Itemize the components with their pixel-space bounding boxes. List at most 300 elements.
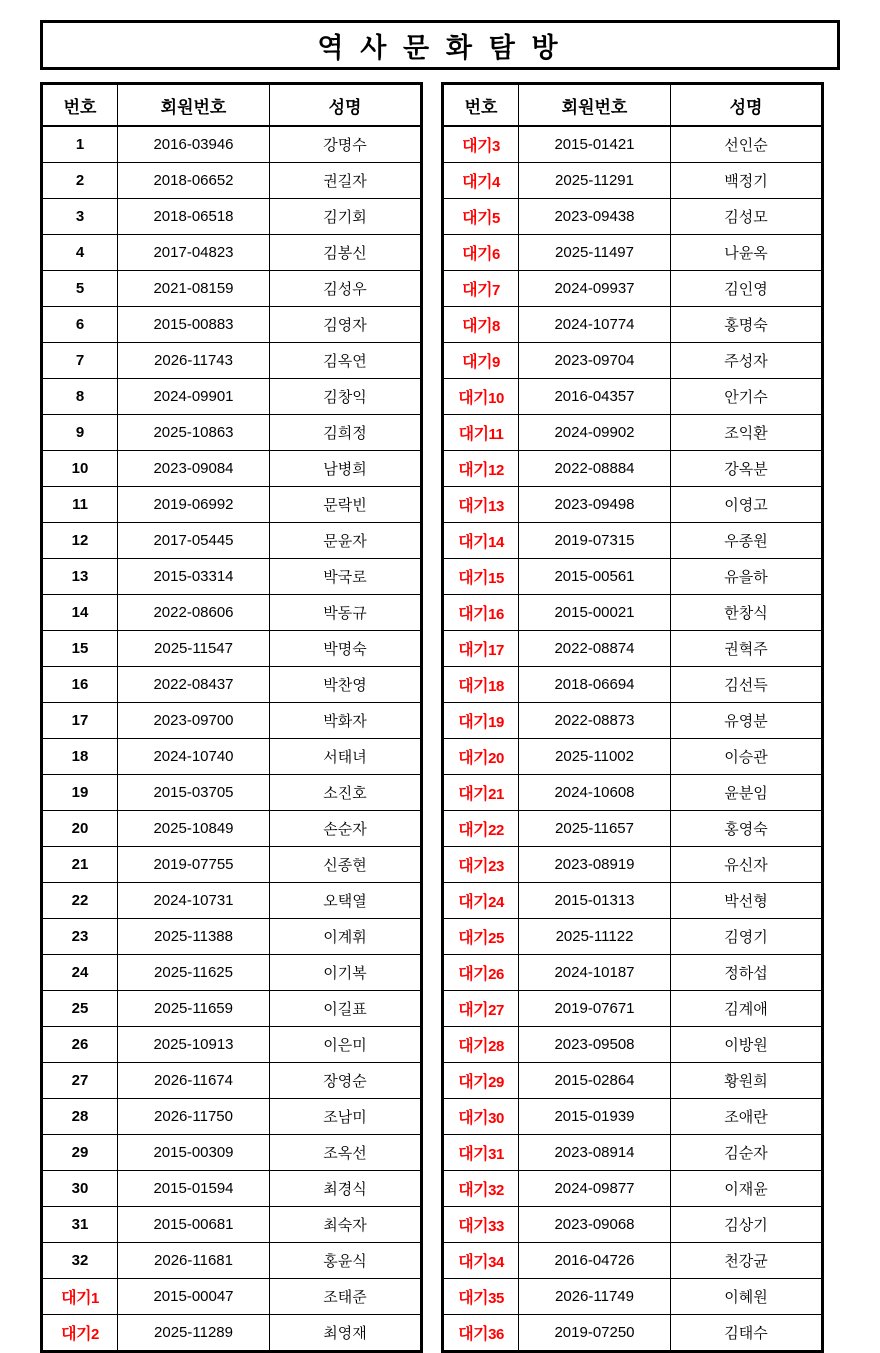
table-row [42, 847, 422, 883]
row-member-name: 김계애 [671, 991, 823, 1027]
table-row [443, 1027, 823, 1063]
row-member-id: 2015-01421 [519, 126, 671, 163]
row-member-name: 최숙자 [270, 1207, 422, 1243]
table-row [42, 955, 422, 991]
waitlist-number: 16 [488, 606, 504, 623]
row-waitlist-number [443, 271, 519, 307]
table-row [42, 631, 422, 667]
row-member-name: 이방원 [671, 1027, 823, 1063]
row-waitlist-number [443, 235, 519, 271]
waitlist-label: 대기 [458, 534, 489, 551]
waitlist-number: 9 [492, 354, 500, 371]
table-row [42, 1279, 422, 1315]
row-member-name: 이기복 [270, 955, 422, 991]
row-waitlist-number [443, 199, 519, 235]
row-number: 28 [42, 1099, 118, 1135]
waitlist-number: 8 [492, 318, 500, 335]
table-row [443, 1243, 823, 1279]
row-member-name: 천강균 [671, 1243, 823, 1279]
row-member-id: 2018-06652 [118, 163, 270, 199]
waitlist-number: 20 [488, 750, 504, 767]
row-member-name: 조익환 [671, 415, 823, 451]
table-row [443, 595, 823, 631]
roster-table-left [40, 82, 423, 1353]
row-member-name: 유을하 [671, 559, 823, 595]
row-member-name: 박화자 [270, 703, 422, 739]
row-member-id: 2024-10608 [519, 775, 671, 811]
row-member-name: 조애란 [671, 1099, 823, 1135]
waitlist-label: 대기 [458, 642, 489, 659]
row-member-name: 홍명숙 [671, 307, 823, 343]
row-number: 19 [42, 775, 118, 811]
table-row [443, 775, 823, 811]
row-number: 17 [42, 703, 118, 739]
row-member-id: 2015-00681 [118, 1207, 270, 1243]
row-number: 1 [42, 126, 118, 163]
waitlist-number: 35 [488, 1290, 504, 1307]
row-member-id: 2016-04357 [519, 379, 671, 415]
waitlist-label: 대기 [458, 1074, 489, 1091]
row-member-id: 2024-10187 [519, 955, 671, 991]
row-member-name: 이길표 [270, 991, 422, 1027]
row-waitlist-number [443, 775, 519, 811]
row-number: 16 [42, 667, 118, 703]
waitlist-label: 대기 [462, 246, 493, 263]
waitlist-number: 13 [488, 498, 504, 515]
waitlist-label: 대기 [462, 210, 493, 227]
waitlist-label: 대기 [458, 930, 489, 947]
row-number: 29 [42, 1135, 118, 1171]
row-waitlist-number [443, 1279, 519, 1315]
waitlist-label: 대기 [462, 138, 493, 155]
waitlist-number: 34 [488, 1254, 504, 1271]
row-waitlist-number [443, 523, 519, 559]
row-waitlist-number [443, 991, 519, 1027]
table-row [42, 271, 422, 307]
row-number: 10 [42, 451, 118, 487]
row-member-name: 백정기 [671, 163, 823, 199]
row-member-id: 2026-11749 [519, 1279, 671, 1315]
row-member-id: 2026-11674 [118, 1063, 270, 1099]
waitlist-number: 28 [488, 1038, 504, 1055]
row-member-id: 2025-11625 [118, 955, 270, 991]
table-row [443, 883, 823, 919]
table-row [443, 343, 823, 379]
row-member-id: 2016-03946 [118, 126, 270, 163]
table-row [443, 1063, 823, 1099]
table-row [42, 703, 422, 739]
row-number: 18 [42, 739, 118, 775]
table-row [443, 163, 823, 199]
row-member-name: 권길자 [270, 163, 422, 199]
table-row [443, 379, 823, 415]
waitlist-label: 대기 [458, 1290, 489, 1307]
row-number: 30 [42, 1171, 118, 1207]
row-member-id: 2023-08914 [519, 1135, 671, 1171]
waitlist-label: 대기 [458, 570, 489, 587]
column-header-member-id: 회원번호 [118, 84, 270, 127]
waitlist-number: 15 [488, 570, 504, 587]
row-waitlist-number [443, 739, 519, 775]
row-number: 23 [42, 919, 118, 955]
table-row [443, 559, 823, 595]
waitlist-label: 대기 [458, 1110, 489, 1127]
roster-body-left [42, 126, 422, 1352]
row-number: 2 [42, 163, 118, 199]
document-title-box [40, 20, 840, 70]
row-waitlist-number [443, 1063, 519, 1099]
row-member-id: 2022-08884 [519, 451, 671, 487]
row-member-id: 2015-00047 [118, 1279, 270, 1315]
table-row [443, 1171, 823, 1207]
table-row [42, 1207, 422, 1243]
row-waitlist-number [443, 955, 519, 991]
table-row [42, 126, 422, 163]
table-row [42, 775, 422, 811]
row-member-name: 문락빈 [270, 487, 422, 523]
waitlist-label: 대기 [458, 786, 489, 803]
row-member-id: 2022-08874 [519, 631, 671, 667]
row-waitlist-number [443, 343, 519, 379]
waitlist-label: 대기 [458, 390, 489, 407]
row-member-name: 이은미 [270, 1027, 422, 1063]
table-row [443, 1279, 823, 1315]
row-member-name: 이혜원 [671, 1279, 823, 1315]
row-member-name: 김선득 [671, 667, 823, 703]
waitlist-number: 23 [488, 858, 504, 875]
table-row [443, 1207, 823, 1243]
row-member-name: 김인영 [671, 271, 823, 307]
row-member-id: 2024-09901 [118, 379, 270, 415]
row-member-id: 2022-08437 [118, 667, 270, 703]
table-row [42, 811, 422, 847]
column-header-name: 성명 [270, 84, 422, 127]
table-row [42, 1243, 422, 1279]
row-number: 26 [42, 1027, 118, 1063]
table-row [443, 199, 823, 235]
row-member-name: 조남미 [270, 1099, 422, 1135]
row-member-name: 김영기 [671, 919, 823, 955]
row-member-name: 이영고 [671, 487, 823, 523]
row-waitlist-number [443, 1099, 519, 1135]
roster-table-right [441, 82, 824, 1353]
row-member-name: 조태준 [270, 1279, 422, 1315]
row-member-id: 2019-07755 [118, 847, 270, 883]
row-number: 4 [42, 235, 118, 271]
waitlist-number: 18 [488, 678, 504, 695]
row-member-id: 2023-09704 [519, 343, 671, 379]
row-waitlist-number [443, 487, 519, 523]
row-member-name: 이계휘 [270, 919, 422, 955]
waitlist-number: 24 [488, 894, 504, 911]
row-number: 22 [42, 883, 118, 919]
waitlist-label: 대기 [458, 1182, 489, 1199]
row-member-id: 2015-03314 [118, 559, 270, 595]
row-number: 14 [42, 595, 118, 631]
row-member-id: 2025-11291 [519, 163, 671, 199]
row-waitlist-number [443, 703, 519, 739]
row-waitlist-number [443, 883, 519, 919]
waitlist-number: 33 [488, 1218, 504, 1235]
table-row [443, 847, 823, 883]
row-number: 13 [42, 559, 118, 595]
waitlist-number: 7 [492, 282, 500, 299]
column-header-name: 성명 [671, 84, 823, 127]
row-member-name: 박국로 [270, 559, 422, 595]
row-member-id: 2024-09877 [519, 1171, 671, 1207]
row-member-id: 2026-11750 [118, 1099, 270, 1135]
waitlist-label: 대기 [458, 822, 489, 839]
row-member-name: 권혁주 [671, 631, 823, 667]
table-row [443, 235, 823, 271]
table-row [443, 667, 823, 703]
waitlist-label: 대기 [458, 678, 489, 695]
row-member-id: 2025-10913 [118, 1027, 270, 1063]
row-member-name: 유신자 [671, 847, 823, 883]
row-member-id: 2025-10849 [118, 811, 270, 847]
row-member-id: 2021-08159 [118, 271, 270, 307]
waitlist-number: 22 [488, 822, 504, 839]
row-waitlist-number [443, 559, 519, 595]
row-member-name: 이재윤 [671, 1171, 823, 1207]
row-member-id: 2017-04823 [118, 235, 270, 271]
row-waitlist-number [443, 1207, 519, 1243]
table-row [42, 595, 422, 631]
table-row [42, 163, 422, 199]
row-waitlist-number [42, 1279, 118, 1315]
table-row [42, 1135, 422, 1171]
row-member-id: 2025-11497 [519, 235, 671, 271]
table-row [443, 919, 823, 955]
row-member-id: 2026-11743 [118, 343, 270, 379]
row-member-id: 2025-11547 [118, 631, 270, 667]
row-member-name: 김기회 [270, 199, 422, 235]
row-waitlist-number [443, 1171, 519, 1207]
row-number: 32 [42, 1243, 118, 1279]
row-number: 3 [42, 199, 118, 235]
table-row [42, 199, 422, 235]
table-row [443, 415, 823, 451]
waitlist-number: 26 [488, 966, 504, 983]
row-number: 6 [42, 307, 118, 343]
row-member-name: 박동규 [270, 595, 422, 631]
row-member-id: 2026-11681 [118, 1243, 270, 1279]
row-member-id: 2015-00309 [118, 1135, 270, 1171]
row-member-id: 2019-07315 [519, 523, 671, 559]
row-member-name: 신종현 [270, 847, 422, 883]
row-member-name: 손순자 [270, 811, 422, 847]
row-member-id: 2023-09068 [519, 1207, 671, 1243]
waitlist-label: 대기 [458, 1038, 489, 1055]
table-row [443, 739, 823, 775]
waitlist-number: 29 [488, 1074, 504, 1091]
row-member-name: 한창식 [671, 595, 823, 631]
table-row [42, 883, 422, 919]
waitlist-number: 27 [488, 1002, 504, 1019]
row-waitlist-number [443, 919, 519, 955]
table-row [443, 811, 823, 847]
waitlist-number: 25 [488, 930, 504, 947]
row-number: 15 [42, 631, 118, 667]
row-member-id: 2017-05445 [118, 523, 270, 559]
table-row [443, 487, 823, 523]
waitlist-number: 17 [488, 642, 504, 659]
table-row [443, 955, 823, 991]
waitlist-number: 30 [488, 1110, 504, 1127]
row-member-id: 2022-08873 [519, 703, 671, 739]
row-waitlist-number [443, 451, 519, 487]
waitlist-label: 대기 [458, 606, 489, 623]
table-row [42, 919, 422, 955]
row-member-id: 2019-07250 [519, 1315, 671, 1352]
table-row [443, 631, 823, 667]
row-member-name: 김상기 [671, 1207, 823, 1243]
waitlist-number: 12 [488, 462, 504, 479]
table-row [443, 271, 823, 307]
row-waitlist-number [443, 631, 519, 667]
waitlist-number: 11 [488, 426, 504, 443]
column-header-no: 번호 [443, 84, 519, 127]
waitlist-number: 3 [492, 138, 500, 155]
row-member-name: 김태수 [671, 1315, 823, 1352]
table-row [443, 126, 823, 163]
row-member-id: 2024-09902 [519, 415, 671, 451]
row-member-name: 김성모 [671, 199, 823, 235]
table-row [42, 1063, 422, 1099]
waitlist-label: 대기 [458, 462, 489, 479]
table-row [42, 1171, 422, 1207]
row-number: 24 [42, 955, 118, 991]
waitlist-number: 6 [492, 246, 500, 263]
waitlist-label: 대기 [458, 750, 489, 767]
row-number: 11 [42, 487, 118, 523]
waitlist-label: 대기 [458, 498, 489, 515]
row-member-id: 2016-04726 [519, 1243, 671, 1279]
table-row [443, 1099, 823, 1135]
row-waitlist-number [443, 126, 519, 163]
row-member-name: 문윤자 [270, 523, 422, 559]
row-member-id: 2018-06694 [519, 667, 671, 703]
row-member-name: 김봉신 [270, 235, 422, 271]
waitlist-label: 대기 [458, 426, 489, 443]
row-member-id: 2025-11388 [118, 919, 270, 955]
row-member-name: 김옥연 [270, 343, 422, 379]
row-member-id: 2023-09438 [519, 199, 671, 235]
waitlist-label: 대기 [462, 174, 493, 191]
waitlist-label: 대기 [458, 1326, 489, 1343]
row-member-name: 남병희 [270, 451, 422, 487]
row-waitlist-number [443, 415, 519, 451]
waitlist-label: 대기 [458, 1254, 489, 1271]
table-row [42, 415, 422, 451]
row-member-id: 2025-11289 [118, 1315, 270, 1352]
table-row [42, 451, 422, 487]
table-row [42, 1099, 422, 1135]
table-row [42, 487, 422, 523]
row-member-id: 2025-10863 [118, 415, 270, 451]
row-member-id: 2015-03705 [118, 775, 270, 811]
row-number: 27 [42, 1063, 118, 1099]
row-number: 9 [42, 415, 118, 451]
row-member-name: 유영분 [671, 703, 823, 739]
row-member-name: 우종원 [671, 523, 823, 559]
waitlist-label: 대기 [458, 1146, 489, 1163]
waitlist-number: 10 [488, 390, 504, 407]
row-member-name: 홍영숙 [671, 811, 823, 847]
row-member-name: 조옥선 [270, 1135, 422, 1171]
waitlist-label: 대기 [61, 1290, 92, 1307]
column-header-no: 번호 [42, 84, 118, 127]
row-member-id: 2025-11122 [519, 919, 671, 955]
table-row [42, 667, 422, 703]
row-member-name: 오택열 [270, 883, 422, 919]
row-member-name: 김영자 [270, 307, 422, 343]
table-row [42, 1027, 422, 1063]
row-member-name: 김희정 [270, 415, 422, 451]
row-member-name: 최경식 [270, 1171, 422, 1207]
row-number: 21 [42, 847, 118, 883]
row-waitlist-number [443, 1135, 519, 1171]
table-row [443, 451, 823, 487]
row-member-id: 2024-09937 [519, 271, 671, 307]
row-member-name: 박선형 [671, 883, 823, 919]
roster-body-right [443, 126, 823, 1352]
table-row [443, 991, 823, 1027]
row-member-name: 홍윤식 [270, 1243, 422, 1279]
waitlist-number: 5 [492, 210, 500, 227]
waitlist-number: 19 [488, 714, 504, 731]
row-waitlist-number [443, 1027, 519, 1063]
row-member-name: 최영재 [270, 1315, 422, 1352]
row-member-id: 2023-09084 [118, 451, 270, 487]
table-row [42, 739, 422, 775]
row-member-name: 서태녀 [270, 739, 422, 775]
row-member-name: 안기수 [671, 379, 823, 415]
row-member-id: 2025-11659 [118, 991, 270, 1027]
table-row [443, 307, 823, 343]
row-waitlist-number [443, 1315, 519, 1352]
waitlist-label: 대기 [458, 966, 489, 983]
row-member-name: 강옥분 [671, 451, 823, 487]
row-member-name: 소진호 [270, 775, 422, 811]
waitlist-label: 대기 [458, 1002, 489, 1019]
row-member-name: 윤분임 [671, 775, 823, 811]
row-member-id: 2023-08919 [519, 847, 671, 883]
table-header-row [42, 84, 422, 127]
row-member-id: 2019-06992 [118, 487, 270, 523]
row-waitlist-number [443, 379, 519, 415]
waitlist-label: 대기 [462, 354, 493, 371]
row-member-id: 2015-01939 [519, 1099, 671, 1135]
row-member-id: 2015-00561 [519, 559, 671, 595]
waitlist-label: 대기 [462, 318, 493, 335]
row-member-name: 강명수 [270, 126, 422, 163]
row-member-name: 김성우 [270, 271, 422, 307]
page-title: 역 사 문 화 탐 방 [317, 32, 563, 63]
table-row [42, 1315, 422, 1352]
waitlist-label: 대기 [458, 894, 489, 911]
waitlist-number: 36 [488, 1326, 504, 1343]
row-member-name: 선인순 [671, 126, 823, 163]
row-member-id: 2024-10731 [118, 883, 270, 919]
row-number: 8 [42, 379, 118, 415]
row-member-id: 2025-11002 [519, 739, 671, 775]
table-row [443, 1135, 823, 1171]
table-row [42, 343, 422, 379]
row-waitlist-number [443, 847, 519, 883]
waitlist-label: 대기 [61, 1326, 92, 1343]
row-member-id: 2019-07671 [519, 991, 671, 1027]
